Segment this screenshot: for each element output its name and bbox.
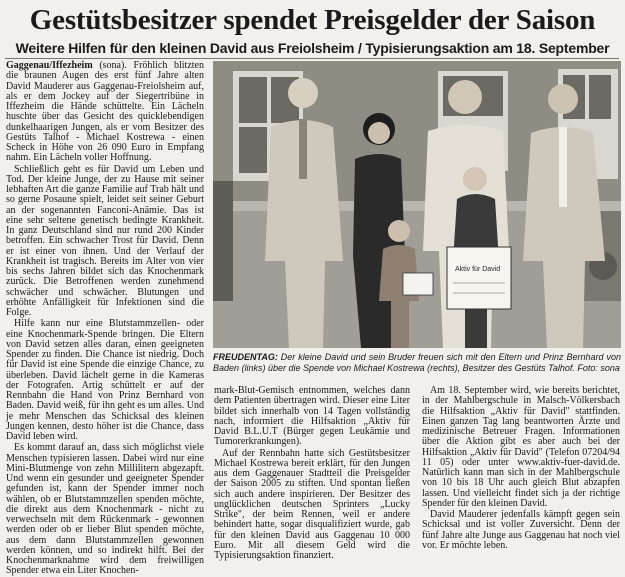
article-photo bbox=[213, 61, 621, 348]
paragraph: mark-Blut-Gemisch entnommen, welches dann dem Patienten übertragen wird. Dieser eine Liter bildet sich innerhalb von 14 Tagen vollständig nach, informiert die Hilfsaktion „Aktiv für David B.L.U.T (Bürger gegen Leukämie und Tumorerkrankungen). bbox=[214, 385, 410, 448]
article-column-2 bbox=[214, 386, 410, 559]
article-column-1 bbox=[6, 60, 204, 577]
lead-text: (sona). Fröhlich blitzten die braunen Augen des erst fünf Jahre alten David Mauderer aus Gaggenau-Freiolsheim auf, als er dem Jockey auf der Siegertribüne in Iffezheim die Hände schüttelte. Ein Lächeln huschte über das Gesicht des quicklebendigen dunkelhaarigen Jungen, als er vom Besitzer des Gestüts Talhof - Michael Kostrewa - einen Scheck in Höhe von 26 090 Euro in Empfang nahm. Ein Lächeln voller Hoffnung. bbox=[6, 60, 204, 164]
paragraph: David Mauderer jedenfalls kämpft gegen sein Schicksal und ist voller Zuversicht. Denn der fünf Jahre alte Junge aus Gaggenau hat noch viel vor. Er möchte leben. bbox=[422, 509, 620, 551]
subheadline: Weitere Hilfen für den kleinen David aus Freiolsheim / Typisierungsaktion am 18. September bbox=[15, 40, 610, 56]
paragraph: Auf der Rennbahn hatte sich Gestütsbesitzer Michael Kostrewa bereit erklärt, für den Jungen aus dem Gaggenauer Stadtteil die Preisgelder der Saison 2005 zu stiften. Und spontan ließen sich auch andere inspirieren. Der Besitzer des unglücklichen deutschen Sprinters „Lucky Strike", der beim Rennen, weil er andere behindert hatte, sogar disqualifiziert wurde, gab für den kleinen David aus Gaggenau 10 000 Euro. Mit all diesem Geld wird die Typisierungsaktion finanziert. bbox=[214, 447, 410, 561]
check-label: Aktiv für David bbox=[455, 266, 501, 273]
dateline: Gaggenau/Iffezheim bbox=[6, 60, 93, 71]
caption-lead: FREUDENTAG: bbox=[213, 352, 278, 362]
lead-paragraph bbox=[6, 61, 204, 164]
caption-credit: Foto: sona bbox=[577, 363, 620, 373]
headline: Gestütsbesitzer spendet Preisgelder der Saison bbox=[29, 4, 596, 36]
article-column-3 bbox=[422, 386, 620, 559]
paragraph: Hilfe kann nur eine Blutstammzellen- oder eine Knochenmark-Spende bringen. Die Eltern von David setzen alles daran, einen geeigneten Spender zu finden. Die Chance ist niedrig. Doch für David ist eine Spende die einzige Chance, zu überleben. David lächelt gerne in die Kameras der Fotografen. Artig schüttelt er auf der Rennbahn die Hand von Prinz Bernhard von Baden. David weiß, für ihn geht es um alles. Und je mehr Menschen das Schicksal des kleinen Jungen kennen, desto höher ist die Chance, dass David leben wird. bbox=[6, 318, 204, 442]
header-divider bbox=[5, 58, 619, 59]
paragraph: Schließlich geht es für David um Leben und Tod. Der kleine Junge, der zu Hause mit seiner lebhaften Art die ganze Familie auf Trab hält und so gerne Posaune spielt, leidet seit seiner Geburt an der sogenannten Fanconi-Anämie. Das ist eine sehr seltene genetisch bedingte Krankheit. In ganz Deutschland sind nur rund 200 Kinder betroffen. Ein schwacher Trost für David. Denn er ist einer von ihnen. Und der Verlauf der Krankheit ist tragisch. Bereits im Alter von vier bis sechs Jahren bildet sich das Knochenmark zurück. Die Betroffenen werden zunehmend schwächer und schwächer. Blutungen und erhöhte Anfälligkeit für Infektionen sind die Folge. bbox=[6, 163, 204, 318]
paragraph: Es kommt darauf an, dass sich möglichst viele Menschen typisieren lassen. Dabei wird nur eine Mini-Blutmenge von zehn Millilitern abgezapft. Und wenn ein gesunder und geeigneter Spender gefunden ist, kann der Spender immer noch wählen, ob er Blutstammzellen spenden möchte, die direkt aus dem Knochenmark - nicht zu verwechseln mit dem Rückenmark - gewonnen werden oder ob er lieber Blut spenden möchte, aus dem dann Blutstammzellen gewonnen werden können, und so indirekt hilft. Bei der Knochenmarknahme wird dem freiwilligen Spender etwa ein Liter Knochen- bbox=[6, 442, 204, 577]
paragraph: Am 18. September wird, wie bereits berichtet, in der Mahlbergschule in Malsch-Völkersbach die Hilfsaktion „Aktiv für David" stattfinden. Einen ganzen Tag lang beantworten Ärzte und medizinische Betreuer Fragen. Informationen über die Aktion gibt es aber auch bei der Hilfsaktion „Aktiv für David" (Telefon 07204/94 11 05) oder unter www.aktiv-fuer-david.de. Natürlich kann man sich in der Mahlbergschule von 10 bis 18 Uhr auch gleich Blut abzapfen lassen. Und vielleicht findet sich ja der richtige Spender für den kleinen David. bbox=[422, 385, 620, 509]
photo-caption bbox=[213, 352, 621, 374]
caption-text: Der kleine David und sein Bruder freuen sich mit den Eltern und Prinz Bernhard von Baden (links) über die Spende von Michael Kostrewa (rechts), Besitzer des Gestüts Talhof. bbox=[213, 352, 621, 373]
